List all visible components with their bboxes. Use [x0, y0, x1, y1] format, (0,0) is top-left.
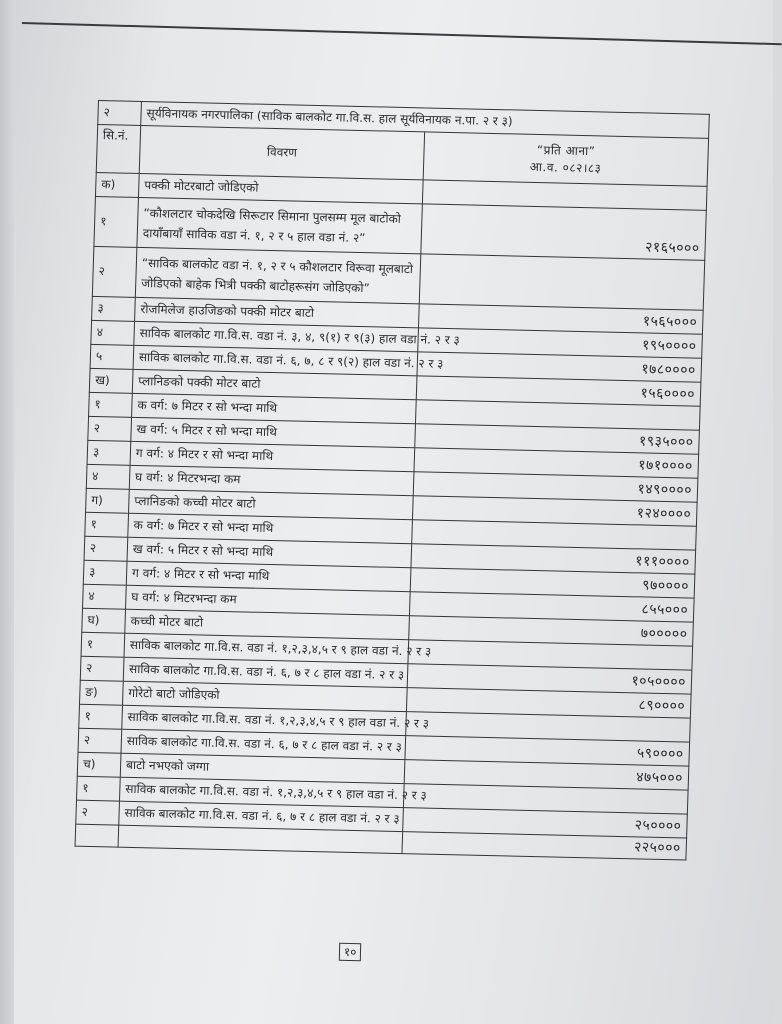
row-description: ग वर्ग: ४ मिटर र सो भन्दा माथि [126, 561, 411, 591]
row-amount: १०५०००० [407, 664, 692, 694]
row-amount: १११०००० [411, 544, 696, 574]
row-sn: ३ [87, 440, 131, 465]
row-sn: १ [89, 392, 133, 417]
row-description: ख वर्ग: ५ मिटर र सो भन्दा माथि [127, 537, 412, 567]
row-sn: १ [79, 704, 123, 729]
row-amount: ४७५००० [404, 760, 689, 790]
header-rate-line1: “प्रति आना” [536, 142, 596, 158]
row-sn: १ [85, 512, 129, 537]
rate-document [75, 100, 710, 861]
row-sn: १ [94, 196, 139, 247]
header-sn: सि.नं. [96, 125, 140, 174]
row-sn: ग) [86, 488, 130, 513]
row-amount [419, 254, 704, 310]
row-sn: ख) [89, 368, 133, 393]
row-amount: १९५०००० [418, 328, 703, 358]
row-description: “कौशलटार चोकदेखि सिरूटार सिमाना पुलसम्म मूल बाटोको दायाँबायाँ साविक वडा नं. १, २ र ५ हाल वडा नं. २” [137, 197, 422, 253]
row-sn: ४ [91, 320, 135, 345]
row-description: साविक बालकोट गा.वि.स. वडा नं. ६, ७, ८ र ९(२) हाल वडा नं. २ र ३ [133, 345, 418, 375]
row-description: गोरेटो बाटो जोडिएको [123, 681, 408, 711]
row-description: “साविक बालकोट वडा नं. १, २ र ५ कौशलटार विरूवा मूलबाटो जोडिएको बाहेक भित्री पक्की बाटोहरूसंग जोडिएको” [135, 247, 420, 303]
row-description: ग वर्ग: ४ मिटर र सो भन्दा माथि [130, 441, 415, 471]
row-description: साविक बालकोट गा.वि.स. वडा नं. ३, ४, ९(१) र ९(३) हाल वडा नं. २ र ३ [134, 321, 419, 351]
row-amount: १५६०००० [416, 376, 701, 406]
row-amount: ७००००० [409, 616, 694, 646]
section-number: २ [98, 101, 142, 126]
row-sn: क) [95, 172, 139, 197]
row-description: प्लानिङको पक्की मोटर बाटो [132, 369, 417, 399]
row-description: बाटो नभएको जग्गा [120, 753, 405, 783]
land-rate-table [75, 100, 710, 861]
header-rate [423, 132, 708, 186]
row-description: रोजमिलेज हाउजिङको पक्की मोटर बाटो [135, 297, 420, 327]
row-amount: १२४०००० [412, 496, 697, 526]
row-amount: ९७०००० [410, 568, 695, 598]
row-sn: ३ [92, 296, 136, 321]
row-amount: २५०००० [403, 808, 688, 838]
row-amount: १५६५००० [418, 304, 703, 334]
paper-left-edge [0, 0, 14, 1024]
row-sn: ङ) [80, 680, 124, 705]
row-description: साविक बालकोट गा.वि.स. वडा नं. १,२,३,४,५ र ९ हाल वडा नं. २ र ३ [122, 705, 407, 735]
row-description: साविक बालकोट गा.वि.स. वडा नं. ६, ७ र ८ हाल वडा नं. २ र ३ [121, 729, 406, 759]
row-sn: १ [76, 776, 120, 801]
row-description: घ वर्ग: ४ मिटरभन्दा कम [129, 465, 414, 495]
row-sn: २ [92, 246, 137, 297]
row-description: क वर्ग: ७ मिटर र सो भन्दा माथि [128, 513, 413, 543]
row-sn: २ [88, 416, 132, 441]
row-amount: ८५५००० [409, 592, 694, 622]
footer-amount: २२५००० [402, 832, 687, 860]
row-description: साविक बालकोट गा.वि.स. वडा नं. १,२,३,४,५ र ९ हाल वडा नं. २ र ३ [119, 777, 404, 807]
row-amount: ५९०००० [405, 736, 690, 766]
row-sn: ३ [83, 560, 127, 585]
header-description: विवरण [139, 125, 424, 179]
row-sn: ५ [90, 344, 134, 369]
row-sn: २ [76, 800, 120, 825]
row-sn: च) [77, 752, 121, 777]
page-number: १० [339, 943, 362, 962]
row-sn: २ [78, 728, 122, 753]
row-description: ख वर्ग: ५ मिटर र सो भन्दा माथि [131, 417, 416, 447]
row-amount: १९३५००० [415, 424, 700, 454]
row-amount: १४९०००० [413, 472, 698, 502]
section-title: सूर्यविनायक नगरपालिका (साविक बालकोट गा.वि.स. हाल सूर्यविनायक न.पा. २ र ३) [141, 101, 710, 138]
row-sn: ४ [83, 584, 127, 609]
footer-sn [75, 824, 119, 847]
row-amount: ८९०००० [406, 688, 691, 718]
row-amount: १७१०००० [414, 448, 699, 478]
row-description: साविक बालकोट गा.वि.स. वडा नं. १,२,३,४,५ र ९ हाल वडा नं. २ र ३ [124, 633, 409, 663]
row-sn: घ) [82, 608, 126, 633]
row-sn: ४ [86, 464, 130, 489]
row-description: साविक बालकोट गा.वि.स. वडा नं. ६, ७ र ८ हाल वडा नं. २ र ३ [123, 657, 408, 687]
header-rate-line2: आ.व. ०८२।८३ [529, 159, 602, 175]
row-sn: २ [80, 656, 124, 681]
row-description: पक्की मोटरबाटो जोडिएको [138, 173, 423, 203]
row-amount: २१६५००० [421, 204, 706, 260]
row-description: क वर्ग: ७ मिटर र सो भन्दा माथि [132, 393, 417, 423]
row-amount: १७८०००० [417, 352, 702, 382]
row-description: कच्ची मोटर बाटो [125, 609, 410, 639]
row-description: घ वर्ग: ४ मिटरभन्दा कम [126, 585, 411, 615]
row-sn: १ [81, 632, 125, 657]
row-sn: २ [84, 536, 128, 561]
row-description: प्लानिङको कच्ची मोटर बाटो [129, 489, 414, 519]
row-description: साविक बालकोट गा.वि.स. वडा नं. ६, ७ र ८ हाल वडा नं. २ र ३ [119, 801, 404, 831]
